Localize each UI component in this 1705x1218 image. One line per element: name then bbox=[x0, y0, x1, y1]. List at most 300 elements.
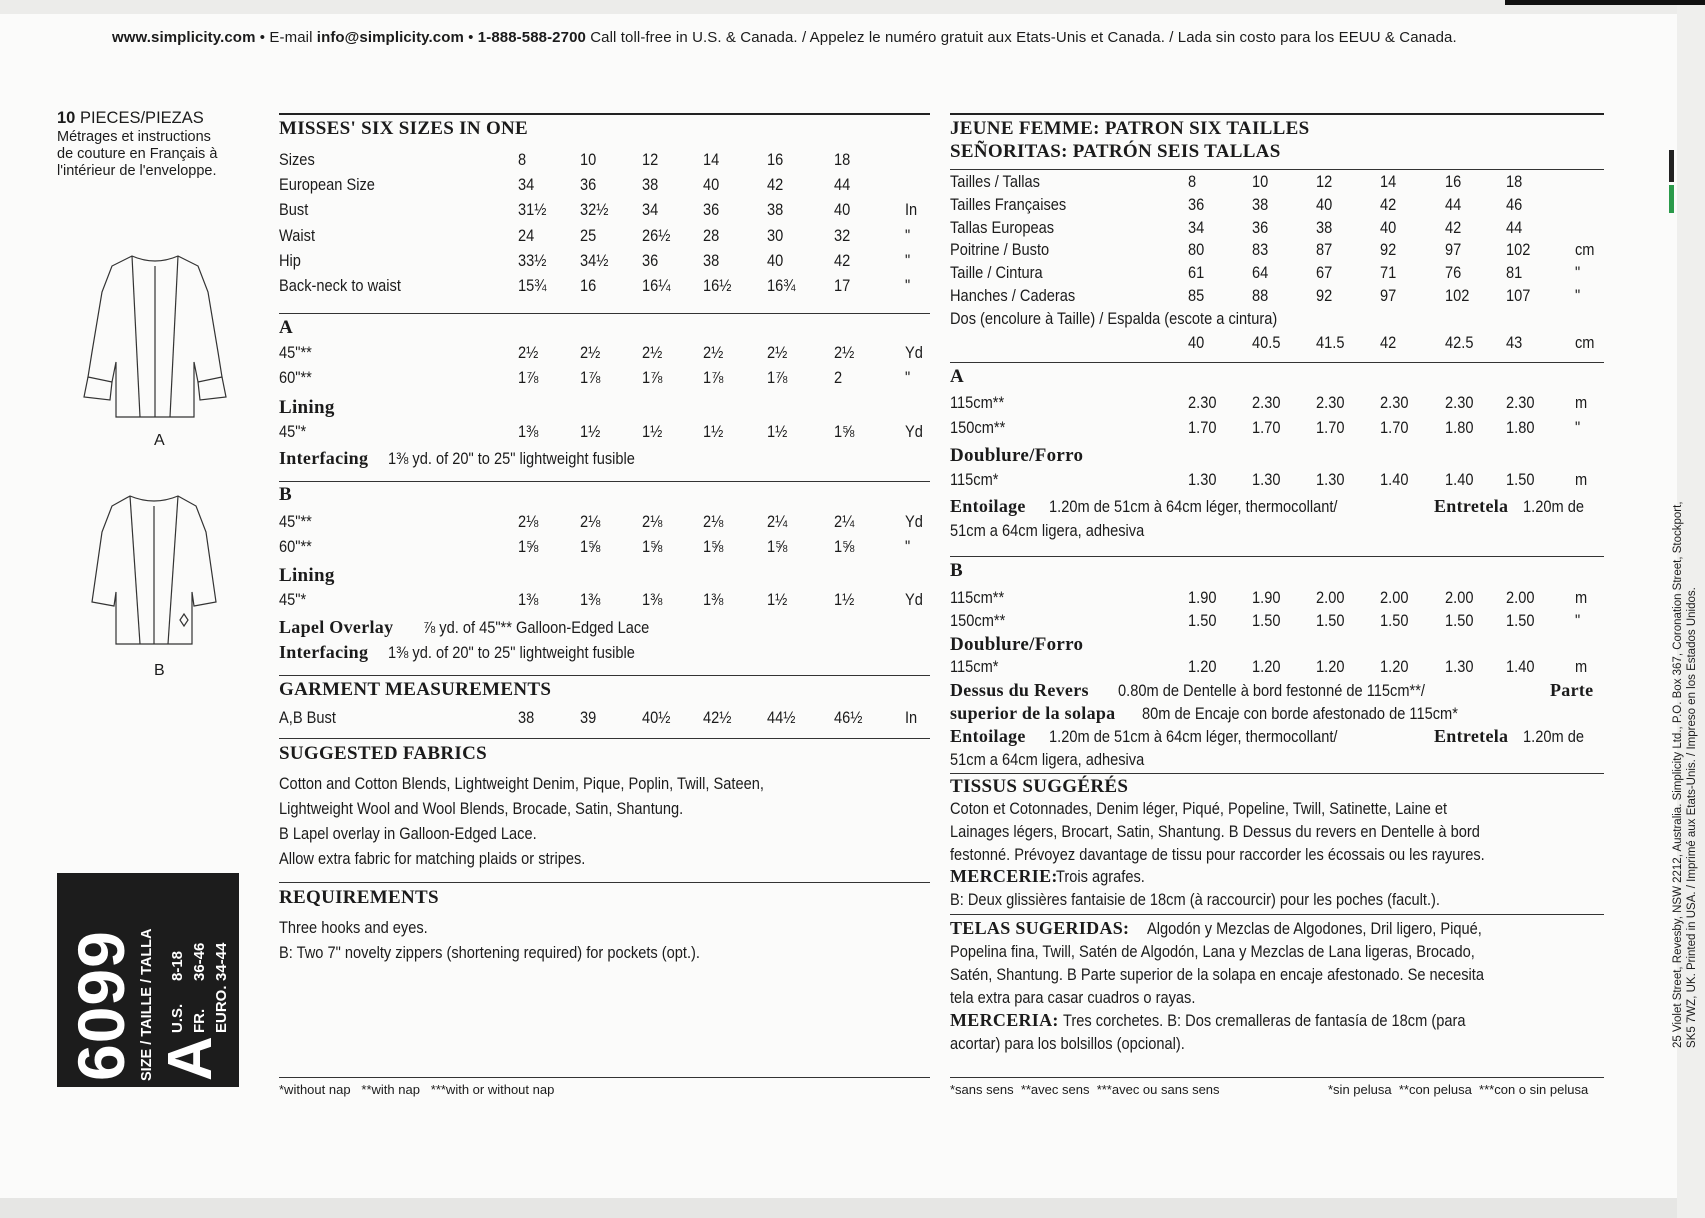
body-row-label: Bust bbox=[279, 200, 309, 219]
view-b-fabric-value: 1⅝ bbox=[518, 537, 539, 556]
telas-line-1: Algodón y Mezclas de Algodones, Dril ligero, Piqué, bbox=[1147, 919, 1482, 938]
es-superior-text: 80m de Encaje con borde afestonado de 115cm* bbox=[1142, 704, 1458, 723]
contact-line: www.simplicity.com • E-mail info@simplicity.com • 1-888-588-2700 Call toll-free in U.S. & Canada. / Appelez le numéro gratuit aux Etats-Unis et Canada. / Lada sin costo para los EEUU & Canada. bbox=[112, 29, 1457, 46]
fr-view-a-lining-value: 1.40 bbox=[1380, 470, 1409, 489]
section-rule bbox=[950, 914, 1604, 915]
fr-view-b-fabric-unit: m bbox=[1575, 588, 1588, 607]
view-a-fabric-value: 1⅞ bbox=[580, 368, 601, 387]
us-sizes: 8-18 bbox=[169, 950, 186, 981]
body-row-value: 16¼ bbox=[642, 276, 671, 295]
fr-dessus-text: 0.80m de Dentelle à bord festonné de 115cm**/ bbox=[1118, 681, 1425, 700]
body-row-label: Sizes bbox=[279, 150, 315, 169]
section-rule bbox=[279, 313, 930, 314]
section-rule bbox=[279, 1077, 930, 1078]
body-row-value: 32½ bbox=[580, 200, 609, 219]
fr-body-row-label: Taille / Cintura bbox=[950, 263, 1043, 282]
fr-view-b-fabric-value: 1.50 bbox=[1188, 611, 1217, 630]
view-b-lining-value: 1⅜ bbox=[518, 590, 539, 609]
view-a-fabric-value: 2½ bbox=[834, 343, 855, 362]
mercerie-label: MERCERIE: bbox=[950, 866, 1058, 886]
view-a-fabric-value: 2½ bbox=[642, 343, 663, 362]
fr-view-a-lining-value: 1.30 bbox=[1316, 470, 1345, 489]
garment-row-value: 46½ bbox=[834, 708, 863, 727]
body-row-label: Back-neck to waist bbox=[279, 276, 401, 295]
fr-body-row-value: 81 bbox=[1506, 263, 1523, 282]
back-row-value: 40.5 bbox=[1252, 333, 1281, 352]
view-b-heading: B bbox=[279, 484, 292, 505]
view-b-fabric-label: 45"** bbox=[279, 512, 312, 531]
fr-view-a-fabric-value: 1.80 bbox=[1506, 418, 1535, 437]
view-a-fabric-value: 2½ bbox=[518, 343, 539, 362]
view-a-fabric-value: 1⅞ bbox=[767, 368, 788, 387]
body-row-value: 36 bbox=[703, 200, 720, 219]
view-a-lining-unit: Yd bbox=[905, 422, 923, 441]
telas-label: TELAS SUGERIDAS: bbox=[950, 918, 1130, 938]
view-a-label: A bbox=[154, 432, 165, 449]
merceria-label: MERCERIA: bbox=[950, 1010, 1059, 1030]
fr-view-b-lining-value: 1.20 bbox=[1316, 657, 1345, 676]
fr-body-row-unit: " bbox=[1575, 263, 1581, 282]
view-b-lapel-label: Lapel Overlay bbox=[279, 617, 394, 637]
view-a-fabric-value: 2 bbox=[834, 368, 843, 387]
fr-body-row-value: 16 bbox=[1445, 172, 1462, 191]
body-row-unit: " bbox=[905, 226, 911, 245]
fr-view-b-entoilage-text: 1.20m de 51cm à 64cm léger, thermocollant/ bbox=[1049, 727, 1338, 746]
merceria-line2: acortar) para los bolsillos (opcional). bbox=[950, 1034, 1185, 1053]
body-row-label: Hip bbox=[279, 251, 301, 270]
phone-note: Call toll-free in U.S. & Canada. / Appelez le numéro gratuit aux Etats-Unis et Canada. / Lada sin costo para los EEUU & Canada. bbox=[590, 29, 1457, 46]
body-row-value: 40 bbox=[834, 200, 851, 219]
view-b-fabric-unit: " bbox=[905, 537, 911, 556]
fr-body-row-value: 71 bbox=[1380, 263, 1397, 282]
size-label: SIZE / TAILLE / TALLA bbox=[139, 928, 155, 1081]
view-b-lining-value: 1⅜ bbox=[642, 590, 663, 609]
spanish-title: SEÑORITAS: PATRÓN SEIS TALLAS bbox=[950, 141, 1281, 162]
section-rule bbox=[950, 113, 1604, 115]
fr-body-row-value: 80 bbox=[1188, 240, 1205, 259]
body-row-value: 30 bbox=[767, 226, 784, 245]
telas-line: tela extra para casar cuadros o rayas. bbox=[950, 988, 1196, 1007]
garment-row-value: 39 bbox=[580, 708, 597, 727]
body-row-value: 16½ bbox=[703, 276, 732, 295]
fr-view-a-fabric-value: 2.30 bbox=[1380, 393, 1409, 412]
fr-view-a-fabric-value: 1.70 bbox=[1380, 418, 1409, 437]
view-b-fabric-value: 1⅝ bbox=[580, 537, 601, 556]
fr-view-b-fabric-value: 2.00 bbox=[1316, 588, 1345, 607]
section-rule bbox=[279, 481, 930, 482]
merceria-text: Tres corchetes. B: Dos cremalleras de fantasía de 18cm (para bbox=[1063, 1011, 1466, 1030]
requirements-line: Three hooks and eyes. bbox=[279, 918, 428, 937]
english-footnote: *without nap **with nap ***with or without nap bbox=[279, 1082, 555, 1097]
view-b-fabric-value: 1⅝ bbox=[703, 537, 724, 556]
fr-body-row-value: 38 bbox=[1252, 195, 1269, 214]
address-line-1: 25 Violet Street, Revesby, NSW 2212, Australia. Simplicity Ltd., P.O. Box 367, Coronation Street, Stockport, bbox=[1672, 501, 1684, 1048]
mercerie-line2: B: Deux glissières fantaisie de 18cm (à raccourcir) pour les poches (facult.). bbox=[950, 890, 1440, 909]
view-a-fabric-unit: " bbox=[905, 368, 911, 387]
paper-edge-bottom bbox=[0, 1198, 1705, 1218]
view-a-fabric-label: 45"** bbox=[279, 343, 312, 362]
garment-row-label: A,B Bust bbox=[279, 708, 336, 727]
registration-mark-green bbox=[1669, 185, 1674, 213]
view-a-lining-value: 1½ bbox=[642, 422, 663, 441]
view-b-label: B bbox=[154, 662, 165, 679]
view-b-interfacing-label: Interfacing bbox=[279, 642, 369, 662]
view-b-fabric-value: 2¼ bbox=[767, 512, 788, 531]
fr-body-row-value: 40 bbox=[1316, 195, 1333, 214]
fr-view-a-entretela-label: Entretela bbox=[1434, 496, 1509, 516]
fr-body-row-value: 14 bbox=[1380, 172, 1397, 191]
es-superior-label: superior de la solapa bbox=[950, 703, 1116, 723]
fabrics-line: Cotton and Cotton Blends, Lightweight Denim, Pique, Poplin, Twill, Sateen, bbox=[279, 774, 764, 793]
view-a-fabric-label: 60"** bbox=[279, 368, 312, 387]
view-b-fabric-value: 2⅛ bbox=[580, 512, 601, 531]
body-row-value: 36 bbox=[642, 251, 659, 270]
fr-body-row-value: 36 bbox=[1252, 218, 1269, 237]
garment-row-value: 38 bbox=[518, 708, 535, 727]
view-a-lining-value: 1½ bbox=[580, 422, 601, 441]
body-row-label: European Size bbox=[279, 175, 375, 194]
section-rule bbox=[950, 1077, 1604, 1078]
view-a-fabric-value: 1⅞ bbox=[642, 368, 663, 387]
mercerie-text: Trois agrafes. bbox=[1056, 867, 1145, 886]
fr-view-b-fabric-value: 2.00 bbox=[1380, 588, 1409, 607]
body-row-value: 10 bbox=[580, 150, 597, 169]
fr-view-a-lining-label: 115cm* bbox=[950, 470, 999, 489]
french-note-1: Métrages et instructions bbox=[57, 129, 211, 145]
view-b-fabric-unit: Yd bbox=[905, 512, 923, 531]
spanish-footnote: *sin pelusa **con pelusa ***con o sin pelusa bbox=[1328, 1082, 1589, 1097]
fr-body-row-value: 97 bbox=[1380, 286, 1397, 305]
body-row-value: 42 bbox=[834, 251, 851, 270]
body-row-value: 16 bbox=[767, 150, 784, 169]
fr-view-a-entoilage-label: Entoilage bbox=[950, 496, 1026, 516]
fr-view-b-fabric-label: 150cm** bbox=[950, 611, 1006, 630]
fr-view-b-lining-value: 1.40 bbox=[1506, 657, 1535, 676]
fr-body-row-value: 36 bbox=[1188, 195, 1205, 214]
registration-mark bbox=[1669, 150, 1674, 182]
view-b-interfacing-text: 1⅜ yd. of 20" to 25" lightweight fusible bbox=[388, 643, 635, 662]
fr-body-row-value: 42 bbox=[1380, 195, 1397, 214]
euro-label: EURO. bbox=[213, 985, 230, 1033]
section-rule bbox=[950, 773, 1604, 774]
section-rule bbox=[279, 882, 930, 883]
fr-view-a-fabric-label: 115cm** bbox=[950, 393, 1005, 412]
tissus-line: Coton et Cotonnades, Denim léger, Piqué, Popeline, Twill, Satinette, Laine et bbox=[950, 799, 1448, 818]
body-row-value: 18 bbox=[834, 150, 851, 169]
tissus-title: TISSUS SUGGÉRÉS bbox=[950, 776, 1129, 797]
garment-row-unit: In bbox=[905, 708, 918, 727]
fr-view-b-fabric-label: 115cm** bbox=[950, 588, 1005, 607]
fr-view-a-fabric-value: 1.80 bbox=[1445, 418, 1474, 437]
fr-view-b-lining-value: 1.30 bbox=[1445, 657, 1474, 676]
body-row-value: 16¾ bbox=[767, 276, 796, 295]
body-row-value: 28 bbox=[703, 226, 720, 245]
french-footnote: *sans sens **avec sens ***avec ou sans sens bbox=[950, 1082, 1220, 1097]
fr-body-row-value: 87 bbox=[1316, 240, 1333, 259]
fr-view-b-fabric-value: 1.90 bbox=[1252, 588, 1281, 607]
fr-view-b-entoilage-text2: 51cm a 64cm ligera, adhesiva bbox=[950, 750, 1145, 769]
corner-bar bbox=[1505, 0, 1705, 5]
garment-title: GARMENT MEASUREMENTS bbox=[279, 679, 552, 700]
view-b-fabric-value: 1⅝ bbox=[767, 537, 788, 556]
body-row-value: 17 bbox=[834, 276, 851, 295]
view-a-fabric-value: 2½ bbox=[767, 343, 788, 362]
fr-body-row-value: 83 bbox=[1252, 240, 1269, 259]
view-a-fabric-unit: Yd bbox=[905, 343, 923, 362]
french-title: JEUNE FEMME: PATRON SIX TAILLES bbox=[950, 118, 1310, 139]
back-row-value: 42.5 bbox=[1445, 333, 1474, 352]
fr-body-row-value: 107 bbox=[1506, 286, 1531, 305]
fr-view-b-entoilage-label: Entoilage bbox=[950, 726, 1026, 746]
section-rule bbox=[279, 675, 930, 676]
fr-body-row-unit: " bbox=[1575, 286, 1581, 305]
pieces-count: 10 bbox=[57, 109, 76, 127]
body-row-unit: In bbox=[905, 200, 918, 219]
fabrics-title: SUGGESTED FABRICS bbox=[279, 743, 487, 764]
view-a-fabric-value: 2½ bbox=[580, 343, 601, 362]
email[interactable]: info@simplicity.com bbox=[316, 29, 464, 46]
view-a-lining-value: 1½ bbox=[767, 422, 788, 441]
fr-body-row-unit: cm bbox=[1575, 240, 1595, 259]
body-row-value: 36 bbox=[580, 175, 597, 194]
body-row-value: 26½ bbox=[642, 226, 671, 245]
view-b-lining-value: 1⅜ bbox=[703, 590, 724, 609]
section-rule bbox=[950, 362, 1604, 363]
back-row-value: 41.5 bbox=[1316, 333, 1345, 352]
garment-row-value: 42½ bbox=[703, 708, 732, 727]
body-row-value: 38 bbox=[767, 200, 784, 219]
pattern-number-box bbox=[57, 873, 239, 1087]
fr-view-b-fabric-value: 1.50 bbox=[1506, 611, 1535, 630]
view-a-illustration bbox=[80, 252, 230, 422]
french-note-2: de couture en Français à bbox=[57, 146, 218, 162]
fr-view-b-fabric-value: 1.50 bbox=[1252, 611, 1281, 630]
pattern-number: 6099 bbox=[64, 930, 138, 1081]
section-rule bbox=[950, 169, 1604, 170]
fr-view-a-fabric-value: 1.70 bbox=[1188, 418, 1217, 437]
fr-view-a-fabric-label: 150cm** bbox=[950, 418, 1006, 437]
fr-body-row-value: 40 bbox=[1380, 218, 1397, 237]
view-b-illustration bbox=[84, 492, 224, 652]
fr-body-row-label: Tallas Europeas bbox=[950, 218, 1055, 237]
fr-body-row-value: 18 bbox=[1506, 172, 1523, 191]
fr-view-a-fabric-unit: m bbox=[1575, 393, 1588, 412]
back-row-value: 43 bbox=[1506, 333, 1523, 352]
body-row-value: 34½ bbox=[580, 251, 609, 270]
french-note-3: l'intérieur de l'enveloppe. bbox=[57, 163, 217, 179]
fr-view-a-entretela-text: 1.20m de bbox=[1523, 497, 1584, 516]
fr-view-a-fabric-value: 1.70 bbox=[1316, 418, 1345, 437]
requirements-line: B: Two 7" novelty zippers (shortening required) for pockets (opt.). bbox=[279, 943, 700, 962]
body-row-value: 12 bbox=[642, 150, 659, 169]
fr-view-a-fabric-value: 2.30 bbox=[1188, 393, 1217, 412]
fr-view-a-entoilage-text: 1.20m de 51cm à 64cm léger, thermocollant/ bbox=[1049, 497, 1338, 516]
left-info bbox=[57, 110, 267, 180]
euro-sizes: 34-44 bbox=[213, 942, 230, 981]
body-row-value: 40 bbox=[767, 251, 784, 270]
fr-view-b-lining-label: 115cm* bbox=[950, 657, 999, 676]
view-b-fabric-value: 1⅝ bbox=[642, 537, 663, 556]
fr-body-row-value: 42 bbox=[1445, 218, 1462, 237]
fr-view-a-lining-value: 1.50 bbox=[1506, 470, 1535, 489]
garment-row-value: 40½ bbox=[642, 708, 671, 727]
fr-view-a-heading: A bbox=[950, 366, 965, 387]
body-row-label: Waist bbox=[279, 226, 316, 245]
body-row-unit: " bbox=[905, 251, 911, 270]
view-b-fabric-value: 2¼ bbox=[834, 512, 855, 531]
fr-body-row-value: 8 bbox=[1188, 172, 1197, 191]
es-parte-label: Parte bbox=[1550, 680, 1594, 700]
view-a-lining-value: 1½ bbox=[703, 422, 724, 441]
section-rule bbox=[950, 556, 1604, 557]
fr-view-a-fabric-value: 1.70 bbox=[1252, 418, 1281, 437]
view-b-lining-label: 45"* bbox=[279, 590, 307, 609]
requirements-title: REQUIREMENTS bbox=[279, 887, 439, 908]
fr-body-row-value: 38 bbox=[1316, 218, 1333, 237]
body-row-value: 32 bbox=[834, 226, 851, 245]
body-row-value: 16 bbox=[580, 276, 597, 295]
fabrics-line: B Lapel overlay in Galloon-Edged Lace. bbox=[279, 824, 537, 843]
body-row-value: 38 bbox=[642, 175, 659, 194]
fr-body-row-value: 10 bbox=[1252, 172, 1269, 191]
us-label: U.S. bbox=[169, 1003, 186, 1033]
fr-view-a-fabric-unit: " bbox=[1575, 418, 1581, 437]
tissus-line: festonné. Prévoyez davantage de tissu pour raccorder les écossais ou les rayures. bbox=[950, 845, 1485, 864]
fr-label: FR. bbox=[191, 1008, 208, 1033]
view-b-lining-unit: Yd bbox=[905, 590, 923, 609]
view-a-lining-heading: Lining bbox=[279, 397, 335, 418]
body-row-value: 34 bbox=[642, 200, 659, 219]
body-row-value: 44 bbox=[834, 175, 851, 194]
size-letter: A bbox=[156, 1036, 225, 1081]
fr-view-b-entretela-label: Entretela bbox=[1434, 726, 1509, 746]
view-b-lining-heading: Lining bbox=[279, 565, 335, 586]
section-rule bbox=[279, 113, 930, 115]
view-a-fabric-value: 2½ bbox=[703, 343, 724, 362]
email-label: E-mail bbox=[269, 29, 313, 46]
fr-view-a-lining-value: 1.40 bbox=[1445, 470, 1474, 489]
fr-view-a-fabric-value: 2.30 bbox=[1316, 393, 1345, 412]
body-row-unit: " bbox=[905, 276, 911, 295]
fr-view-a-fabric-value: 2.30 bbox=[1252, 393, 1281, 412]
view-a-fabric-value: 1⅞ bbox=[518, 368, 539, 387]
body-row-value: 24 bbox=[518, 226, 535, 245]
fr-body-row-value: 34 bbox=[1188, 218, 1205, 237]
fr-body-row-label: Poitrine / Busto bbox=[950, 240, 1050, 259]
view-a-lining-label: 45"* bbox=[279, 422, 307, 441]
fr-body-row-value: 102 bbox=[1445, 286, 1470, 305]
view-b-lining-value: 1⅜ bbox=[580, 590, 601, 609]
fr-body-row-value: 61 bbox=[1188, 263, 1205, 282]
fr-body-row-label: Tailles / Tallas bbox=[950, 172, 1040, 191]
view-b-fabric-value: 2⅛ bbox=[642, 512, 663, 531]
view-b-fabric-value: 1⅝ bbox=[834, 537, 855, 556]
fr-view-b-heading: B bbox=[950, 560, 963, 581]
fr-body-row-value: 97 bbox=[1445, 240, 1462, 259]
fr-view-b-fabric-unit: " bbox=[1575, 611, 1581, 630]
body-row-value: 31½ bbox=[518, 200, 547, 219]
fr-body-row-label: Hanches / Caderas bbox=[950, 286, 1076, 305]
fr-body-row-value: 102 bbox=[1506, 240, 1531, 259]
fr-view-b-fabric-value: 2.00 bbox=[1506, 588, 1535, 607]
phone: 1-888-588-2700 bbox=[477, 29, 586, 46]
body-row-value: 40 bbox=[703, 175, 720, 194]
fr-view-b-lining-value: 1.20 bbox=[1252, 657, 1281, 676]
fr-view-b-fabric-value: 2.00 bbox=[1445, 588, 1474, 607]
fr-view-a-fabric-value: 2.30 bbox=[1506, 393, 1535, 412]
body-row-value: 38 bbox=[703, 251, 720, 270]
fr-view-b-fabric-value: 1.50 bbox=[1445, 611, 1474, 630]
back-row-unit: cm bbox=[1575, 333, 1595, 352]
fr-body-row-value: 12 bbox=[1316, 172, 1333, 191]
fr-view-a-lining-unit: m bbox=[1575, 470, 1588, 489]
view-b-fabric-value: 2⅛ bbox=[703, 512, 724, 531]
section-rule bbox=[279, 738, 930, 739]
fr-view-b-fabric-value: 1.90 bbox=[1188, 588, 1217, 607]
body-row-value: 25 bbox=[580, 226, 597, 245]
address-line-2: SK5 7WZ, UK. Printed in USA. / Imprimé aux Etats-Unis. / Impreso en los Estados Unidos. bbox=[1686, 587, 1698, 1048]
body-row-value: 42 bbox=[767, 175, 784, 194]
fr-body-row-label: Tailles Françaises bbox=[950, 195, 1067, 214]
telas-line: Popelina fina, Twill, Satén de Algodón, Lana y Mezclas de Lana ligeras, Brocado, bbox=[950, 942, 1475, 961]
tissus-line: Lainages légers, Brocart, Satin, Shantung. B Dessus du revers en Dentelle à bord bbox=[950, 822, 1480, 841]
fr-view-a-entoilage-text2: 51cm a 64cm ligera, adhesiva bbox=[950, 521, 1145, 540]
fr-body-row-value: 76 bbox=[1445, 263, 1462, 282]
fr-body-row-value: 85 bbox=[1188, 286, 1205, 305]
website[interactable]: www.simplicity.com bbox=[112, 29, 256, 46]
fabrics-line: Lightweight Wool and Wool Blends, Brocade, Satin, Shantung. bbox=[279, 799, 684, 818]
fr-body-row-value: 92 bbox=[1316, 286, 1333, 305]
fr-view-b-lining-heading: Doublure/Forro bbox=[950, 634, 1084, 655]
body-row-value: 8 bbox=[518, 150, 527, 169]
fr-body-row-value: 44 bbox=[1506, 218, 1523, 237]
fr-view-a-fabric-value: 2.30 bbox=[1445, 393, 1474, 412]
paper-edge-top bbox=[0, 0, 1705, 14]
fr-view-a-lining-heading: Doublure/Forro bbox=[950, 445, 1084, 466]
view-a-lining-value: 1⅝ bbox=[834, 422, 855, 441]
fr-view-b-fabric-value: 1.50 bbox=[1316, 611, 1345, 630]
fr-body-row-value: 44 bbox=[1445, 195, 1462, 214]
view-a-lining-value: 1⅜ bbox=[518, 422, 539, 441]
body-row-value: 14 bbox=[703, 150, 720, 169]
view-b-lining-value: 1½ bbox=[834, 590, 855, 609]
view-b-fabric-value: 2⅛ bbox=[518, 512, 539, 531]
fr-body-row-value: 64 bbox=[1252, 263, 1269, 282]
pieces-label: PIECES/PIEZAS bbox=[79, 109, 204, 127]
back-label: Dos (encolure à Taille) / Espalda (escote a cintura) bbox=[950, 309, 1278, 328]
fr-body-row-value: 88 bbox=[1252, 286, 1269, 305]
body-row-value: 15¾ bbox=[518, 276, 547, 295]
view-b-lapel-text: ⅞ yd. of 45"** Galloon-Edged Lace bbox=[423, 618, 650, 637]
fr-sizes: 36-46 bbox=[191, 942, 208, 981]
view-b-lining-value: 1½ bbox=[767, 590, 788, 609]
body-row-value: 34 bbox=[518, 175, 535, 194]
fabrics-line: Allow extra fabric for matching plaids or stripes. bbox=[279, 849, 586, 868]
fr-dessus-label: Dessus du Revers bbox=[950, 680, 1089, 700]
telas-line: Satén, Shantung. B Parte superior de la solapa en encaje afestonado. Se necesita bbox=[950, 965, 1485, 984]
fr-body-row-value: 46 bbox=[1506, 195, 1523, 214]
fr-view-a-lining-value: 1.30 bbox=[1252, 470, 1281, 489]
fr-view-b-lining-value: 1.20 bbox=[1380, 657, 1409, 676]
view-a-heading: A bbox=[279, 317, 294, 338]
fr-view-b-lining-unit: m bbox=[1575, 657, 1588, 676]
body-row-value: 33½ bbox=[518, 251, 547, 270]
back-row-value: 42 bbox=[1380, 333, 1397, 352]
fr-body-row-value: 67 bbox=[1316, 263, 1333, 282]
view-a-fabric-value: 1⅞ bbox=[703, 368, 724, 387]
fr-view-a-lining-value: 1.30 bbox=[1188, 470, 1217, 489]
fr-view-b-lining-value: 1.20 bbox=[1188, 657, 1217, 676]
